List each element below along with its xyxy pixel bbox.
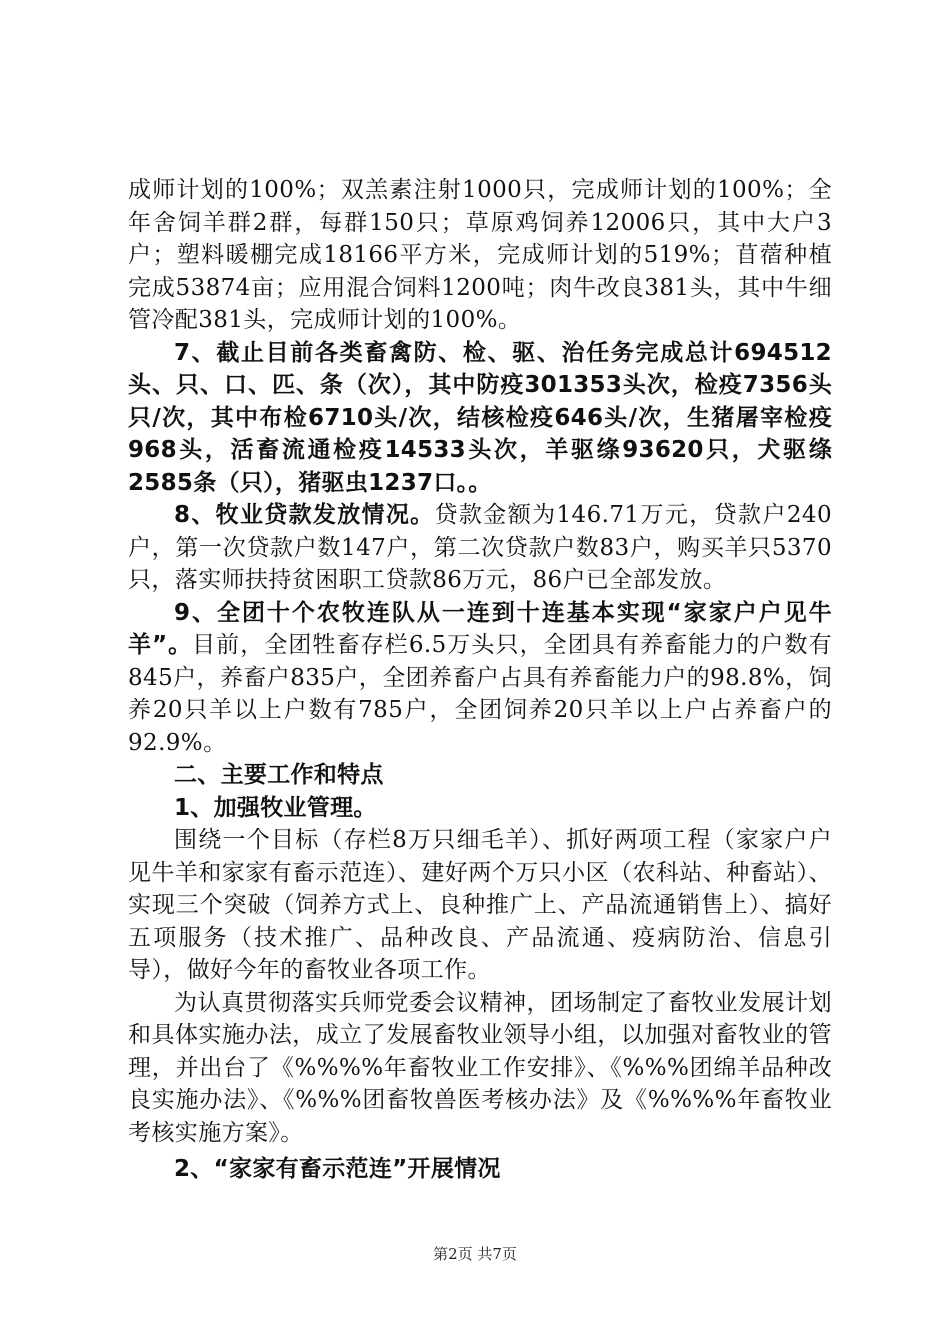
section-heading: 二、主要工作和特点 xyxy=(174,762,384,788)
item-8-body: 贷款金额为146.71万元，贷款户240户，第一次贷款户数147户，第二次贷款户数83户，购买羊只5370只，落实师扶持贫困职工贷款86万元，86户已全部发放。 xyxy=(128,502,832,593)
page-number: 第2页 共7页 xyxy=(433,1245,517,1263)
paragraph-item-9 xyxy=(128,597,832,760)
paragraph-continuation: 成师计划的100%；双羔素注射1000只，完成师计划的100%；全年舍饲羊群2群，每群150只；草原鸡饲养12006只，其中大户3户；塑料暖棚完成18166平方米，完成师计划的519%；苜蓿种植完成53874亩；应用混合饲料1200吨；肉牛改良381头，其中牛细管冷配381头，完成师计划的100%。 xyxy=(128,177,832,333)
subsection-heading-1: 1、加强牧业管理。 xyxy=(174,794,377,821)
subsection-heading-2: 2、“家家有畜示范连”开展情况 xyxy=(174,1156,501,1182)
item-8-lead: 8、牧业贷款发放情况。 xyxy=(174,502,435,528)
document-body xyxy=(128,174,832,1186)
item-9-body: 目前，全团牲畜存栏6.5万头只，全团具有养畜能力的户数有845户，养畜户835户，全团养畜户占具有养畜能力户的98.8%，饲养20只羊以上户数有785户，全团饲养20只羊以上户占养畜户的92.9%。 xyxy=(128,632,832,756)
paragraph-item-7: 7、截止目前各类畜禽防、检、驱、治任务完成总计694512头、只、口、匹、条（次），其中防疫301353头次，检疫7356头只/次，其中布检6710头/次，结核检疫646头/次，生猪屠宰检疫968头，活畜流通检疫14533头次，羊驱绦93620只，犬驱绦2585条（只），猪驱虫1237口。。 xyxy=(128,339,832,496)
paragraph-goals: 围绕一个目标（存栏8万只细毛羊）、抓好两项工程（家家户户见牛羊和家家有畜示范连）、建好两个万只小区（农科站、种畜站）、实现三个突破（饲养方式上、良种推广上、产品流通销售上）、搞好五项服务（技术推广、品种改良、产品流通、疫病防治、信息引导），做好今年的畜牧业各项工作。 xyxy=(128,827,832,983)
paragraph-implementation: 为认真贯彻落实兵师党委会议精神，团场制定了畜牧业发展计划和具体实施办法，成立了发展畜牧业领导小组，以加强对畜牧业的管理，并出台了《%%%%年畜牧业工作安排》、《%%%团绵羊品种改良实施办法》、《%%%团畜牧兽医考核办法》及《%%%%年畜牧业考核实施方案》。 xyxy=(128,989,832,1146)
paragraph-item-8 xyxy=(128,499,832,597)
item-9-lead: 9、全团十个农牧连队从一连到十连基本实现“家家户户见牛羊”。 xyxy=(128,599,832,658)
